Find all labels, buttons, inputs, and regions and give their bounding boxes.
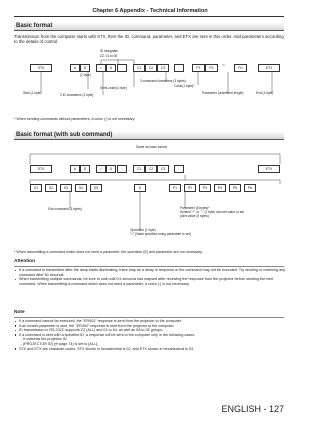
label-operation2: "=" (Value specified using parameter is set) (130, 232, 191, 236)
label-start: Start (1 byte) (23, 91, 42, 95)
sub-box-stx: STX (30, 165, 52, 173)
sub-box-p5: P5 (229, 184, 241, 192)
note-item: If a command cannot be executed, the "ER401" response is sent from the projector to the computer. (14, 319, 286, 324)
label-three-cmd: 3 command characters (3 bytes) (140, 79, 186, 83)
sub-box-c2: C2 (145, 165, 157, 173)
sub-box-etx: ETX (258, 165, 280, 173)
basic-intro: Transmission from the computer starts with STX, then the ID, command, parameter, and ETX are sent in this order. Add parameters according to the details of control. (14, 34, 284, 45)
note-title: Note (14, 310, 25, 315)
sub-box-c1: C1 (133, 165, 145, 173)
basic-box-etx: ETX (258, 64, 280, 72)
label-same-as: Same as basic format (136, 145, 167, 149)
section-title-sub: Basic format (with sub command) (14, 131, 284, 140)
sub-box-id-d: D (106, 165, 116, 173)
basic-box-id-d: D (106, 64, 116, 72)
basic-box-p1: P1 (192, 64, 205, 72)
sub-box-colon: : (174, 165, 184, 173)
label-id-designate: ID designate (100, 49, 118, 53)
sub-box-p2: P2 (184, 184, 196, 192)
basic-box-d: D (80, 64, 90, 72)
label-symbol2: point value (5 bytes) (180, 214, 209, 218)
basic-box-c1: C1 (133, 64, 145, 72)
basic-box-p2: P2 (205, 64, 218, 72)
note-item: ID transmission in RS-232C supports ZZ (ALL) and 01 to 64, as well as 0A to 0Z groups. (14, 328, 286, 333)
sub-box-p3: P3 (199, 184, 211, 192)
basic-box-i: I (96, 64, 106, 72)
sub-box-s2: S2 (45, 184, 57, 192)
sub-box-d: D (80, 165, 90, 173)
label-colon: Colon(1 byte)* (174, 84, 195, 88)
note-list (14, 319, 286, 351)
sub-box-s4: S4 (75, 184, 87, 192)
sub-box-p6: P6 (244, 184, 256, 192)
label-operation: Operation (1 byte) (130, 228, 156, 232)
sub-box-a: A (70, 165, 80, 173)
note-item: If a command is sent with a specified ID, a response will be sent to the computer only in the following cases. (14, 333, 286, 338)
attention-rule (14, 266, 284, 267)
note-subitem: - [PROJECTOR ID] (➡ page 74) is set to [ALL]. (21, 341, 99, 346)
basic-box-stx: STX (30, 64, 52, 72)
basic-box-colon: : (174, 64, 184, 72)
attention-title: Attention (14, 259, 36, 264)
sub-box-s5: S5 (90, 184, 102, 192)
label-semicolon: Semi-colon(1 byte) (100, 86, 127, 90)
attention-list (14, 268, 286, 286)
sub-box-p1: P1 (169, 184, 181, 192)
sub-box-i: I (96, 165, 106, 173)
sub-box-e: E (134, 184, 146, 192)
label-zz: ZZ, 01 to 06 (100, 54, 118, 58)
section-title-basic: Basic format (14, 22, 284, 31)
sub-box-s1: S1 (30, 184, 42, 192)
basic-box-c2: C2 (145, 64, 157, 72)
sub-box-semicolon: ; (117, 165, 127, 173)
label-end: End (1 byte) (256, 91, 274, 95)
note-item: If an invalid parameter is sent, the "ER402" response is sent from the projector to the computer. (14, 324, 286, 329)
label-param: Parameter (undefined length) (202, 91, 244, 95)
label-sub-cmd: Sub command (5 bytes) (48, 207, 82, 211)
label-symbol: Symbol "+" or "-" (1 byte) and set value or set (180, 210, 244, 214)
basic-box-c3: C3 (157, 64, 169, 72)
basic-ellipsis: ~ (222, 63, 225, 69)
basic-box-semicolon: ; (117, 64, 127, 72)
chapter-header: Chapter 6 Appendix - Technical Information (92, 8, 208, 14)
attention-item: When transmitting multiple commands, be sure to wait until 0.5 seconds has elapsed after receiving the response from the projector before sending the next command. When transmitting a command which does not need a parameter, a colon (:) is not necessary. (14, 277, 286, 286)
basic-footnote: * When sending commands without parameters, a colon (:) is not necessary. (14, 117, 136, 121)
sub-footnote: * When transmitting a command which does not need a parameter, the operation (E) and parameter are not necessary. (14, 250, 203, 254)
sub-box-p4: P4 (214, 184, 226, 192)
label-param6: Parameter (6 bytes)* (180, 206, 210, 210)
page-footer: ENGLISH - 127 (221, 404, 284, 414)
note-subitem: - It matches the projector ID. (21, 337, 68, 342)
basic-box-pn: Pn (234, 64, 247, 72)
basic-box-a: A (70, 64, 80, 72)
note-item: STX and ETX are character codes. STX shown in hexadecimal is 02, and ETX shown in hexadecimal is 03. (14, 347, 286, 352)
sub-box-c3: C3 (157, 165, 169, 173)
label-two-id: 2 ID characters (2 byte) (60, 93, 94, 97)
attention-item: If a command is transmitted after the lamp starts illuminating, there may be a delay in response or the command may not be executed. Try sending or receiving any command after 60 seconds. (14, 268, 286, 277)
label-two-bytes: (2 byte) (80, 73, 91, 77)
note-rule (14, 317, 284, 318)
sub-box-s3: S3 (60, 184, 72, 192)
